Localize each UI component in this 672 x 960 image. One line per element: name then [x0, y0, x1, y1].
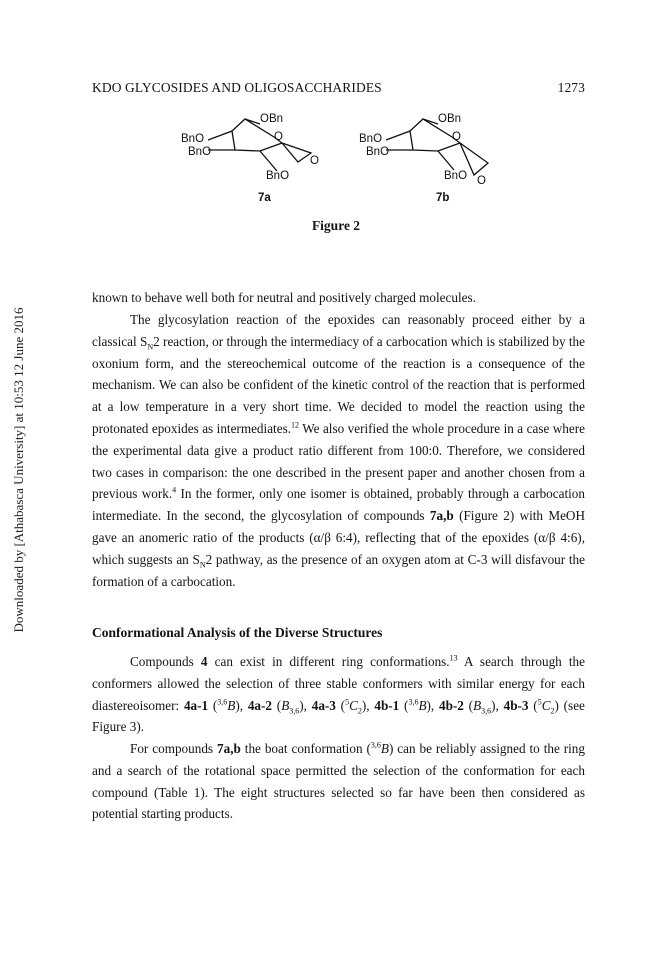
- page-number: 1273: [557, 80, 585, 95]
- bno-label: BnO: [188, 146, 212, 158]
- download-notice: Downloaded by [Athabasca University] at 10:53 12 June 2016: [11, 307, 26, 633]
- citation-4: 4: [172, 485, 177, 495]
- bno-label: BnO: [181, 133, 205, 145]
- compound-7a-label: 7a: [258, 192, 271, 204]
- running-title: KDO GLYCOSIDES AND OLIGOSACCHARIDES: [92, 80, 382, 95]
- paragraph-glycosylation: The glycosylation reaction of the epoxides can reasonably proceed either by a classical $S_N2$ reaction, or through the intermediacy of a carbocation which is stabilized by the oxonium form, and the stereochemical outcome of the reaction is a consequence of the mechanism. We can also be confident of the kinetic control of the reaction that is performed at a low temperature in a very short time. We decided to model the reaction using the protonated epoxides as intermediates.$^{12}$ We also verified the whole procedure in a case where the experimental data give a product ratio different from 100:0. Therefore, we considered two cases in comparison: the one described in the present paper and another chosen from a previous work.$^4$ In the former, only one isomer is obtained, probably through a carbocation intermediate. In the second, the glycosylation of compounds 7a,b (Figure 2) with MeOH gave an anomeric ratio of the products (α/β 6:4), reflecting that of the epoxides (α/β 4:6), which suggests an $S_N2$ pathway, as the presence of an oxygen atom at C-3 will disfavour the formation of a carbocation.: [92, 312, 586, 589]
- citation-12: 12: [291, 420, 299, 430]
- bno-label: BnO: [444, 170, 468, 182]
- ring-oxygen-label: O: [452, 131, 461, 143]
- ring-oxygen-label: O: [274, 131, 283, 143]
- paragraph-conformations: Compounds 4 can exist in different ring conformations.$^{13}$ A search through the conformers allowed the selection of three stable conformers with similar energy for each diastereoisomer: 4a-1 ($^{3,6}$B), 4a-2 $(B_{3,6})$, 4a-3 $(^5C_2)$, 4b-1 ($^{3,6}$B), 4b-2 $(B_{3,6})$, 4b-3 $(^5C_2)$ (see Figure 3).: [92, 653, 586, 735]
- paragraph-continuation: known to behave well both for neutral and positively charged molecules.: [92, 290, 476, 305]
- section-heading: Conformational Analysis of the Diverse Structures: [92, 625, 383, 640]
- citation-13: 13: [449, 653, 458, 663]
- running-head: [92, 80, 585, 96]
- figure-caption: Figure 2: [311, 218, 361, 233]
- bno-label: BnO: [266, 170, 290, 182]
- compound-7b-label: 7b: [436, 192, 450, 204]
- bno-label: BnO: [359, 133, 383, 145]
- obn-label: OBn: [260, 113, 284, 125]
- obn-label: OBn: [438, 113, 462, 125]
- epoxide-oxygen-label: O: [477, 175, 486, 187]
- bno-label: BnO: [366, 146, 390, 158]
- epoxide-oxygen-label: O: [310, 155, 319, 167]
- paragraph-boat-conformation: For compounds 7a,b the boat conformation ($^{3,6}$B) can be reliably assigned to the ring and a search of the rotational space permitted the selection of the conformation for each compound (Table 1). The eight structures selected so far have been then considered as potential starting products.: [92, 740, 585, 822]
